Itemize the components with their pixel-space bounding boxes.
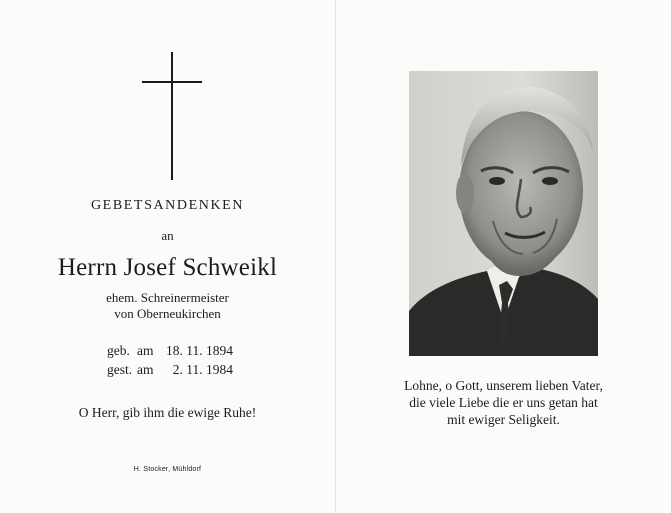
left-panel (0, 0, 335, 513)
birth-label: geb. (107, 343, 130, 358)
printer-imprint: H. Stocker, Mühldorf (133, 466, 202, 473)
verse-line-2: die viele Liebe die er uns getan hat (409, 395, 598, 410)
connector-text: an (161, 228, 174, 243)
birth-date: 18. 11. 1894 (166, 343, 233, 358)
verse-line-3: mit ewiger Seligkeit. (447, 412, 560, 427)
death-preposition: am (137, 362, 154, 377)
cross-icon (142, 52, 204, 182)
portrait-photo (409, 71, 598, 356)
origin-text: von Oberneukirchen (114, 306, 221, 321)
occupation-text: ehem. Schreinermeister (106, 290, 229, 305)
card-heading: GEBETSANDENKEN (90, 198, 245, 213)
birth-date-line (107, 343, 233, 359)
prayer-text: O Herr, gib ihm die ewige Ruhe! (78, 405, 257, 420)
verse-line-1: Lohne, o Gott, unserem lieben Vater, (404, 378, 603, 393)
deceased-name: Herrn Josef Schweikl (57, 254, 278, 281)
death-label: gest. (107, 362, 133, 377)
death-date: 2. 11. 1984 (172, 362, 233, 377)
death-date-line (107, 362, 233, 378)
birth-preposition: am (137, 343, 154, 358)
